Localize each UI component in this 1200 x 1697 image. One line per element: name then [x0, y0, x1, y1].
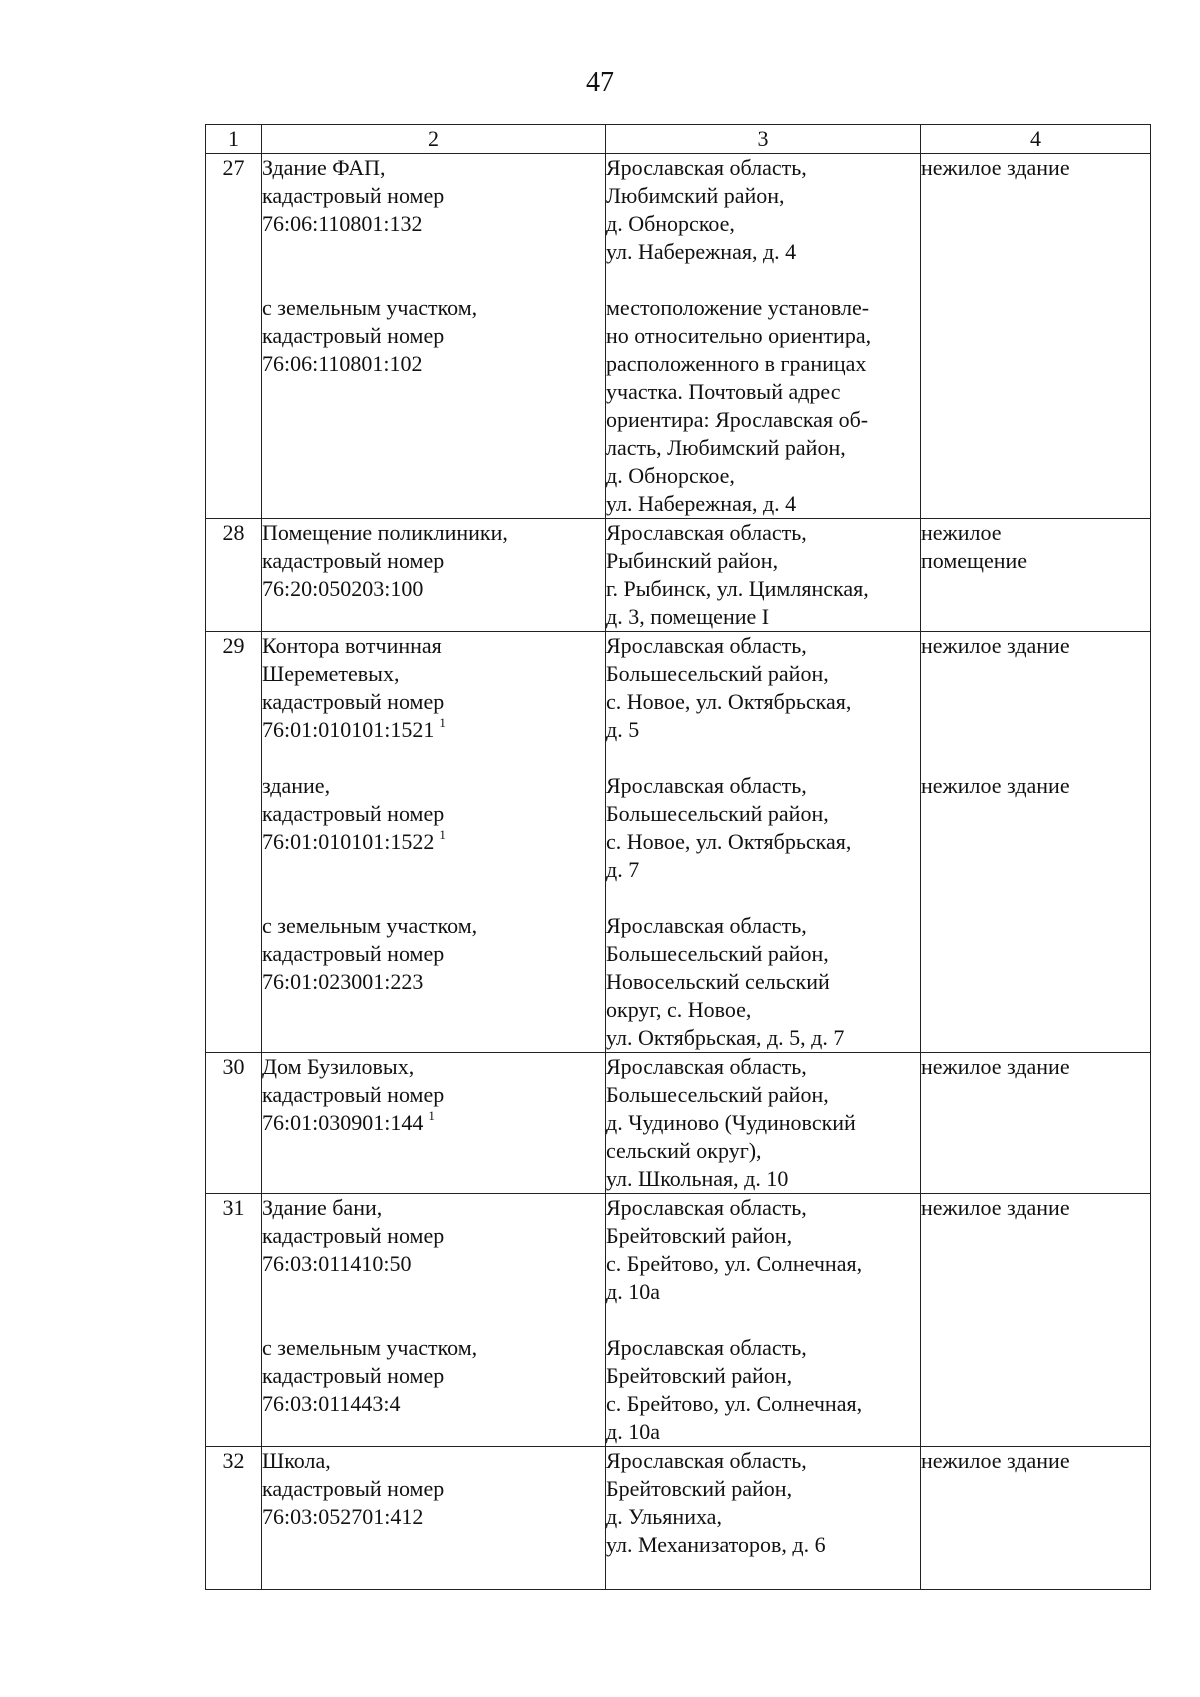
object-description-line — [262, 575, 605, 603]
object-address-line — [606, 1081, 920, 1109]
empty-line — [921, 1334, 1150, 1362]
object-description-text: Школа, — [262, 1448, 331, 1473]
empty-line — [262, 1278, 605, 1306]
object-address-line — [606, 490, 920, 518]
object-description-line — [262, 660, 605, 688]
object-address-line — [606, 350, 920, 378]
object-description-text: 76:01:010101:1521 — [262, 717, 435, 742]
object-description-text: кадастровый номер — [262, 1223, 445, 1248]
object-address-line — [606, 238, 920, 266]
table-row — [206, 632, 1151, 1053]
object-address-text: ул. Механизаторов, д. 6 — [606, 1532, 826, 1557]
empty-line — [921, 1278, 1150, 1306]
block-spacer — [606, 1306, 920, 1334]
object-type-line — [921, 154, 1150, 182]
object-description-text: кадастровый номер — [262, 1363, 445, 1388]
object-address-text: Большесельский район, — [606, 941, 829, 966]
object-description-line — [262, 1222, 605, 1250]
empty-line — [262, 1531, 605, 1559]
block-spacer — [262, 266, 605, 294]
table-row — [206, 1194, 1151, 1447]
object-address-line — [606, 632, 920, 660]
object-description-text: кадастровый номер — [262, 1476, 445, 1501]
object-address-text: Большесельский район, — [606, 801, 829, 826]
block-spacer — [606, 266, 920, 294]
empty-line — [921, 912, 1150, 940]
table-row — [206, 519, 1151, 632]
object-address-text: сельский округ), — [606, 1138, 762, 1163]
header-col-4: 4 — [921, 125, 1151, 154]
empty-line — [921, 800, 1150, 828]
object-address-text: д. Обнорское, — [606, 211, 735, 236]
object-description-text: кадастровый номер — [262, 548, 445, 573]
empty-line — [921, 1531, 1150, 1559]
empty-line — [262, 856, 605, 884]
block-spacer — [921, 744, 1150, 772]
object-address-line — [606, 968, 920, 996]
header-col-3: 3 — [606, 125, 921, 154]
object-description-line — [262, 1447, 605, 1475]
object-description-text: Помещение поликлиники, — [262, 520, 508, 545]
object-type-text: помещение — [921, 548, 1028, 573]
object-description-line — [262, 547, 605, 575]
object-description-text: 76:01:023001:223 — [262, 969, 424, 994]
object-address-text: участка. Почтовый адрес — [606, 379, 841, 404]
object-address-line — [606, 1250, 920, 1278]
object-address-text: округ, с. Новое, — [606, 997, 752, 1022]
object-address-text: с. Брейтово, ул. Солнечная, — [606, 1251, 863, 1276]
object-description-text: кадастровый номер — [262, 323, 445, 348]
object-address-line — [606, 1531, 920, 1559]
empty-line — [921, 1222, 1150, 1250]
empty-line — [262, 1165, 605, 1193]
empty-line — [262, 1137, 605, 1165]
object-description-line — [262, 154, 605, 182]
object-address-text: Большесельский район, — [606, 1082, 829, 1107]
empty-line — [921, 210, 1150, 238]
empty-line — [921, 1250, 1150, 1278]
empty-line — [921, 434, 1150, 462]
header-col-1: 1 — [206, 125, 262, 154]
object-address-text: д. Чудиново (Чудиновский — [606, 1110, 856, 1135]
object-description-text: кадастровый номер — [262, 801, 445, 826]
object-address-text: Брейтовский район, — [606, 1476, 793, 1501]
object-description-line — [262, 716, 605, 744]
row-number: 28 — [206, 519, 262, 632]
object-address-text: Ярославская область, — [606, 520, 807, 545]
object-description-cell — [262, 1053, 606, 1194]
object-description-line — [262, 828, 605, 856]
object-description-text: с земельным участком, — [262, 1335, 478, 1360]
object-address-line — [606, 1109, 920, 1137]
object-address-text: ул. Набережная, д. 4 — [606, 239, 797, 264]
object-address-line — [606, 1024, 920, 1052]
empty-line — [921, 940, 1150, 968]
object-type-text: нежилое здание — [921, 1195, 1070, 1220]
empty-line — [921, 350, 1150, 378]
object-description-line — [262, 772, 605, 800]
empty-line — [921, 996, 1150, 1024]
row-number: 31 — [206, 1194, 262, 1447]
object-description-cell — [262, 154, 606, 519]
block-spacer — [921, 1306, 1150, 1334]
object-description-text: 76:03:011410:50 — [262, 1251, 412, 1276]
object-address-text: с. Новое, ул. Октябрьская, — [606, 829, 852, 854]
object-description-text: 76:03:052701:412 — [262, 1504, 424, 1529]
empty-line — [921, 688, 1150, 716]
object-type-line — [921, 547, 1150, 575]
object-address-line — [606, 912, 920, 940]
object-address-text: д. Ульяниха, — [606, 1504, 722, 1529]
empty-line — [921, 575, 1150, 603]
object-type-line — [921, 1053, 1150, 1081]
object-description-text: 76:06:110801:132 — [262, 211, 423, 236]
object-type-line — [921, 632, 1150, 660]
empty-line — [921, 378, 1150, 406]
object-description-line — [262, 912, 605, 940]
object-description-text: Шереметевых, — [262, 661, 400, 686]
object-address-text: местоположение установле- — [606, 295, 870, 320]
object-address-cell — [606, 154, 921, 519]
empty-line — [262, 378, 605, 406]
block-spacer — [921, 266, 1150, 294]
object-description-line — [262, 1053, 605, 1081]
object-description-text: кадастровый номер — [262, 941, 445, 966]
object-address-line — [606, 210, 920, 238]
object-address-line — [606, 1222, 920, 1250]
object-address-line — [606, 294, 920, 322]
empty-line — [262, 1418, 605, 1446]
object-description-line — [262, 519, 605, 547]
block-spacer — [921, 884, 1150, 912]
object-description-cell — [262, 1447, 606, 1590]
object-address-line — [606, 182, 920, 210]
object-type-text: нежилое здание — [921, 633, 1070, 658]
object-description-text: кадастровый номер — [262, 689, 445, 714]
object-address-text: расположенного в границах — [606, 351, 867, 376]
object-address-cell — [606, 632, 921, 1053]
object-address-line — [606, 1053, 920, 1081]
object-address-line — [606, 603, 920, 631]
empty-line — [262, 996, 605, 1024]
object-description-line — [262, 632, 605, 660]
row-number: 30 — [206, 1053, 262, 1194]
object-address-text: Ярославская область, — [606, 633, 807, 658]
object-address-cell — [606, 1447, 921, 1590]
empty-line — [262, 603, 605, 631]
object-type-cell — [921, 1053, 1151, 1194]
object-address-text: Ярославская область, — [606, 1448, 807, 1473]
empty-line — [921, 1024, 1150, 1052]
block-spacer — [262, 1306, 605, 1334]
header-col-2: 2 — [262, 125, 606, 154]
header-row — [206, 125, 1151, 154]
object-type-text: нежилое здание — [921, 1054, 1070, 1079]
table-row — [206, 1447, 1151, 1590]
object-type-cell — [921, 1194, 1151, 1447]
object-address-text: но относительно ориентира, — [606, 323, 872, 348]
object-description-line — [262, 182, 605, 210]
object-address-line — [606, 378, 920, 406]
object-address-text: д. 5 — [606, 717, 640, 742]
empty-line — [262, 434, 605, 462]
object-address-text: Ярославская область, — [606, 1195, 807, 1220]
object-address-text: Ярославская область, — [606, 155, 807, 180]
empty-line — [262, 490, 605, 518]
object-description-text: Здание бани, — [262, 1195, 383, 1220]
block-spacer — [606, 744, 920, 772]
object-address-text: д. 10а — [606, 1419, 660, 1444]
object-address-text: Новосельский сельский — [606, 969, 830, 994]
empty-line — [921, 1362, 1150, 1390]
object-description-text: 76:01:010101:1522 — [262, 829, 435, 854]
object-description-text: Контора вотчинная — [262, 633, 442, 658]
object-address-text: с. Новое, ул. Октябрьская, — [606, 689, 852, 714]
object-address-line — [606, 547, 920, 575]
object-description-text: Здание ФАП, — [262, 155, 386, 180]
object-address-text: Ярославская область, — [606, 1335, 807, 1360]
object-description-line — [262, 322, 605, 350]
object-address-text: д. 3, помещение I — [606, 604, 770, 629]
object-type-line — [921, 1194, 1150, 1222]
object-address-text: Брейтовский район, — [606, 1223, 793, 1248]
row-number: 32 — [206, 1447, 262, 1590]
object-address-line — [606, 1390, 920, 1418]
object-address-text: д. 10а — [606, 1279, 660, 1304]
object-description-line — [262, 968, 605, 996]
object-description-line — [262, 1475, 605, 1503]
row-number: 27 — [206, 154, 262, 519]
empty-line — [262, 406, 605, 434]
object-type-line — [921, 772, 1150, 800]
empty-line — [921, 182, 1150, 210]
object-description-line — [262, 688, 605, 716]
object-address-text: Ярославская область, — [606, 773, 807, 798]
object-address-line — [606, 716, 920, 744]
object-type-text: нежилое здание — [921, 1448, 1070, 1473]
object-address-cell — [606, 1194, 921, 1447]
object-description-line — [262, 1503, 605, 1531]
table-body — [206, 154, 1151, 1590]
object-address-text: ул. Школьная, д. 10 — [606, 1166, 789, 1191]
object-type-cell — [921, 1447, 1151, 1590]
object-address-text: Брейтовский район, — [606, 1363, 793, 1388]
object-description-text: Дом Бузиловых, — [262, 1054, 415, 1079]
object-address-line — [606, 772, 920, 800]
object-description-text: с земельным участком, — [262, 913, 478, 938]
object-address-text: Большесельский район, — [606, 661, 829, 686]
empty-line — [262, 462, 605, 490]
object-address-line — [606, 1447, 920, 1475]
object-address-line — [606, 1165, 920, 1193]
object-description-line — [262, 940, 605, 968]
object-address-cell — [606, 1053, 921, 1194]
object-description-text: 76:06:110801:102 — [262, 351, 423, 376]
object-address-line — [606, 856, 920, 884]
object-address-line — [606, 1194, 920, 1222]
object-address-line — [606, 322, 920, 350]
empty-line — [921, 322, 1150, 350]
object-address-line — [606, 940, 920, 968]
object-address-text: Ярославская область, — [606, 913, 807, 938]
object-description-line — [262, 210, 605, 238]
object-address-text: ул. Набережная, д. 4 — [606, 491, 797, 516]
row-number: 29 — [206, 632, 262, 1053]
empty-line — [921, 603, 1150, 631]
object-type-cell — [921, 519, 1151, 632]
object-address-line — [606, 996, 920, 1024]
object-type-line — [921, 519, 1150, 547]
object-description-text: 76:01:030901:144 — [262, 1110, 424, 1135]
object-address-text: ориентира: Ярославская об- — [606, 407, 869, 432]
object-address-line — [606, 1278, 920, 1306]
object-description-line — [262, 1109, 605, 1137]
object-description-text: кадастровый номер — [262, 1082, 445, 1107]
object-description-text: кадастровый номер — [262, 183, 445, 208]
object-address-line — [606, 575, 920, 603]
footnote-marker: 1 — [439, 715, 446, 730]
object-address-line — [606, 660, 920, 688]
block-spacer — [262, 884, 605, 912]
object-address-cell — [606, 519, 921, 632]
object-address-line — [606, 1503, 920, 1531]
object-address-line — [606, 1362, 920, 1390]
object-type-text: нежилое здание — [921, 773, 1070, 798]
object-type-text: нежилое здание — [921, 155, 1070, 180]
object-description-line — [262, 1334, 605, 1362]
object-address-line — [606, 688, 920, 716]
empty-line — [921, 828, 1150, 856]
object-address-text: д. Обнорское, — [606, 463, 735, 488]
empty-line — [921, 238, 1150, 266]
object-description-text: 76:03:011443:4 — [262, 1391, 401, 1416]
empty-line — [921, 1475, 1150, 1503]
table-row — [206, 154, 1151, 519]
empty-line — [921, 294, 1150, 322]
object-type-text: нежилое — [921, 520, 1002, 545]
object-address-text: г. Рыбинск, ул. Цимлянская, — [606, 576, 869, 601]
object-address-line — [606, 1418, 920, 1446]
object-address-text: с. Брейтово, ул. Солнечная, — [606, 1391, 863, 1416]
empty-line — [921, 1390, 1150, 1418]
object-description-line — [262, 1081, 605, 1109]
object-address-line — [606, 1137, 920, 1165]
object-address-line — [606, 519, 920, 547]
footnote-marker: 1 — [428, 1108, 435, 1123]
block-spacer — [606, 884, 920, 912]
object-description-line — [262, 1390, 605, 1418]
object-address-text: Любимский район, — [606, 183, 785, 208]
empty-line — [921, 1081, 1150, 1109]
object-description-line — [262, 350, 605, 378]
object-address-text: Рыбинский район, — [606, 548, 779, 573]
object-type-cell — [921, 154, 1151, 519]
object-description-line — [262, 800, 605, 828]
footnote-marker: 1 — [439, 827, 446, 842]
empty-line — [262, 1024, 605, 1052]
object-address-line — [606, 434, 920, 462]
empty-line — [921, 462, 1150, 490]
object-address-text: д. 7 — [606, 857, 640, 882]
object-description-line — [262, 1194, 605, 1222]
empty-line — [921, 968, 1150, 996]
object-address-line — [606, 1475, 920, 1503]
empty-line — [921, 1137, 1150, 1165]
empty-line — [921, 1503, 1150, 1531]
object-description-text: здание, — [262, 773, 331, 798]
object-description-line — [262, 1250, 605, 1278]
page-number: 47 — [586, 67, 614, 98]
object-address-line — [606, 1334, 920, 1362]
object-address-text: ласть, Любимский район, — [606, 435, 846, 460]
empty-line — [921, 660, 1150, 688]
object-address-text: Ярославская область, — [606, 1054, 807, 1079]
empty-line — [921, 1165, 1150, 1193]
object-address-line — [606, 462, 920, 490]
object-description-cell — [262, 1194, 606, 1447]
object-description-cell — [262, 632, 606, 1053]
object-description-line — [262, 294, 605, 322]
block-spacer — [262, 744, 605, 772]
object-address-line — [606, 154, 920, 182]
table-row — [206, 1053, 1151, 1194]
object-type-cell — [921, 632, 1151, 1053]
object-description-text: с земельным участком, — [262, 295, 478, 320]
empty-line — [921, 490, 1150, 518]
object-description-cell — [262, 519, 606, 632]
property-table — [205, 124, 1151, 1590]
object-description-line — [262, 1362, 605, 1390]
empty-line — [262, 238, 605, 266]
object-type-line — [921, 1447, 1150, 1475]
empty-line — [921, 1418, 1150, 1446]
empty-line — [921, 856, 1150, 884]
object-address-line — [606, 828, 920, 856]
object-address-text: ул. Октябрьская, д. 5, д. 7 — [606, 1025, 845, 1050]
empty-line — [921, 406, 1150, 434]
object-address-line — [606, 406, 920, 434]
object-address-line — [606, 800, 920, 828]
object-description-text: 76:20:050203:100 — [262, 576, 424, 601]
empty-line — [921, 716, 1150, 744]
empty-line — [921, 1109, 1150, 1137]
